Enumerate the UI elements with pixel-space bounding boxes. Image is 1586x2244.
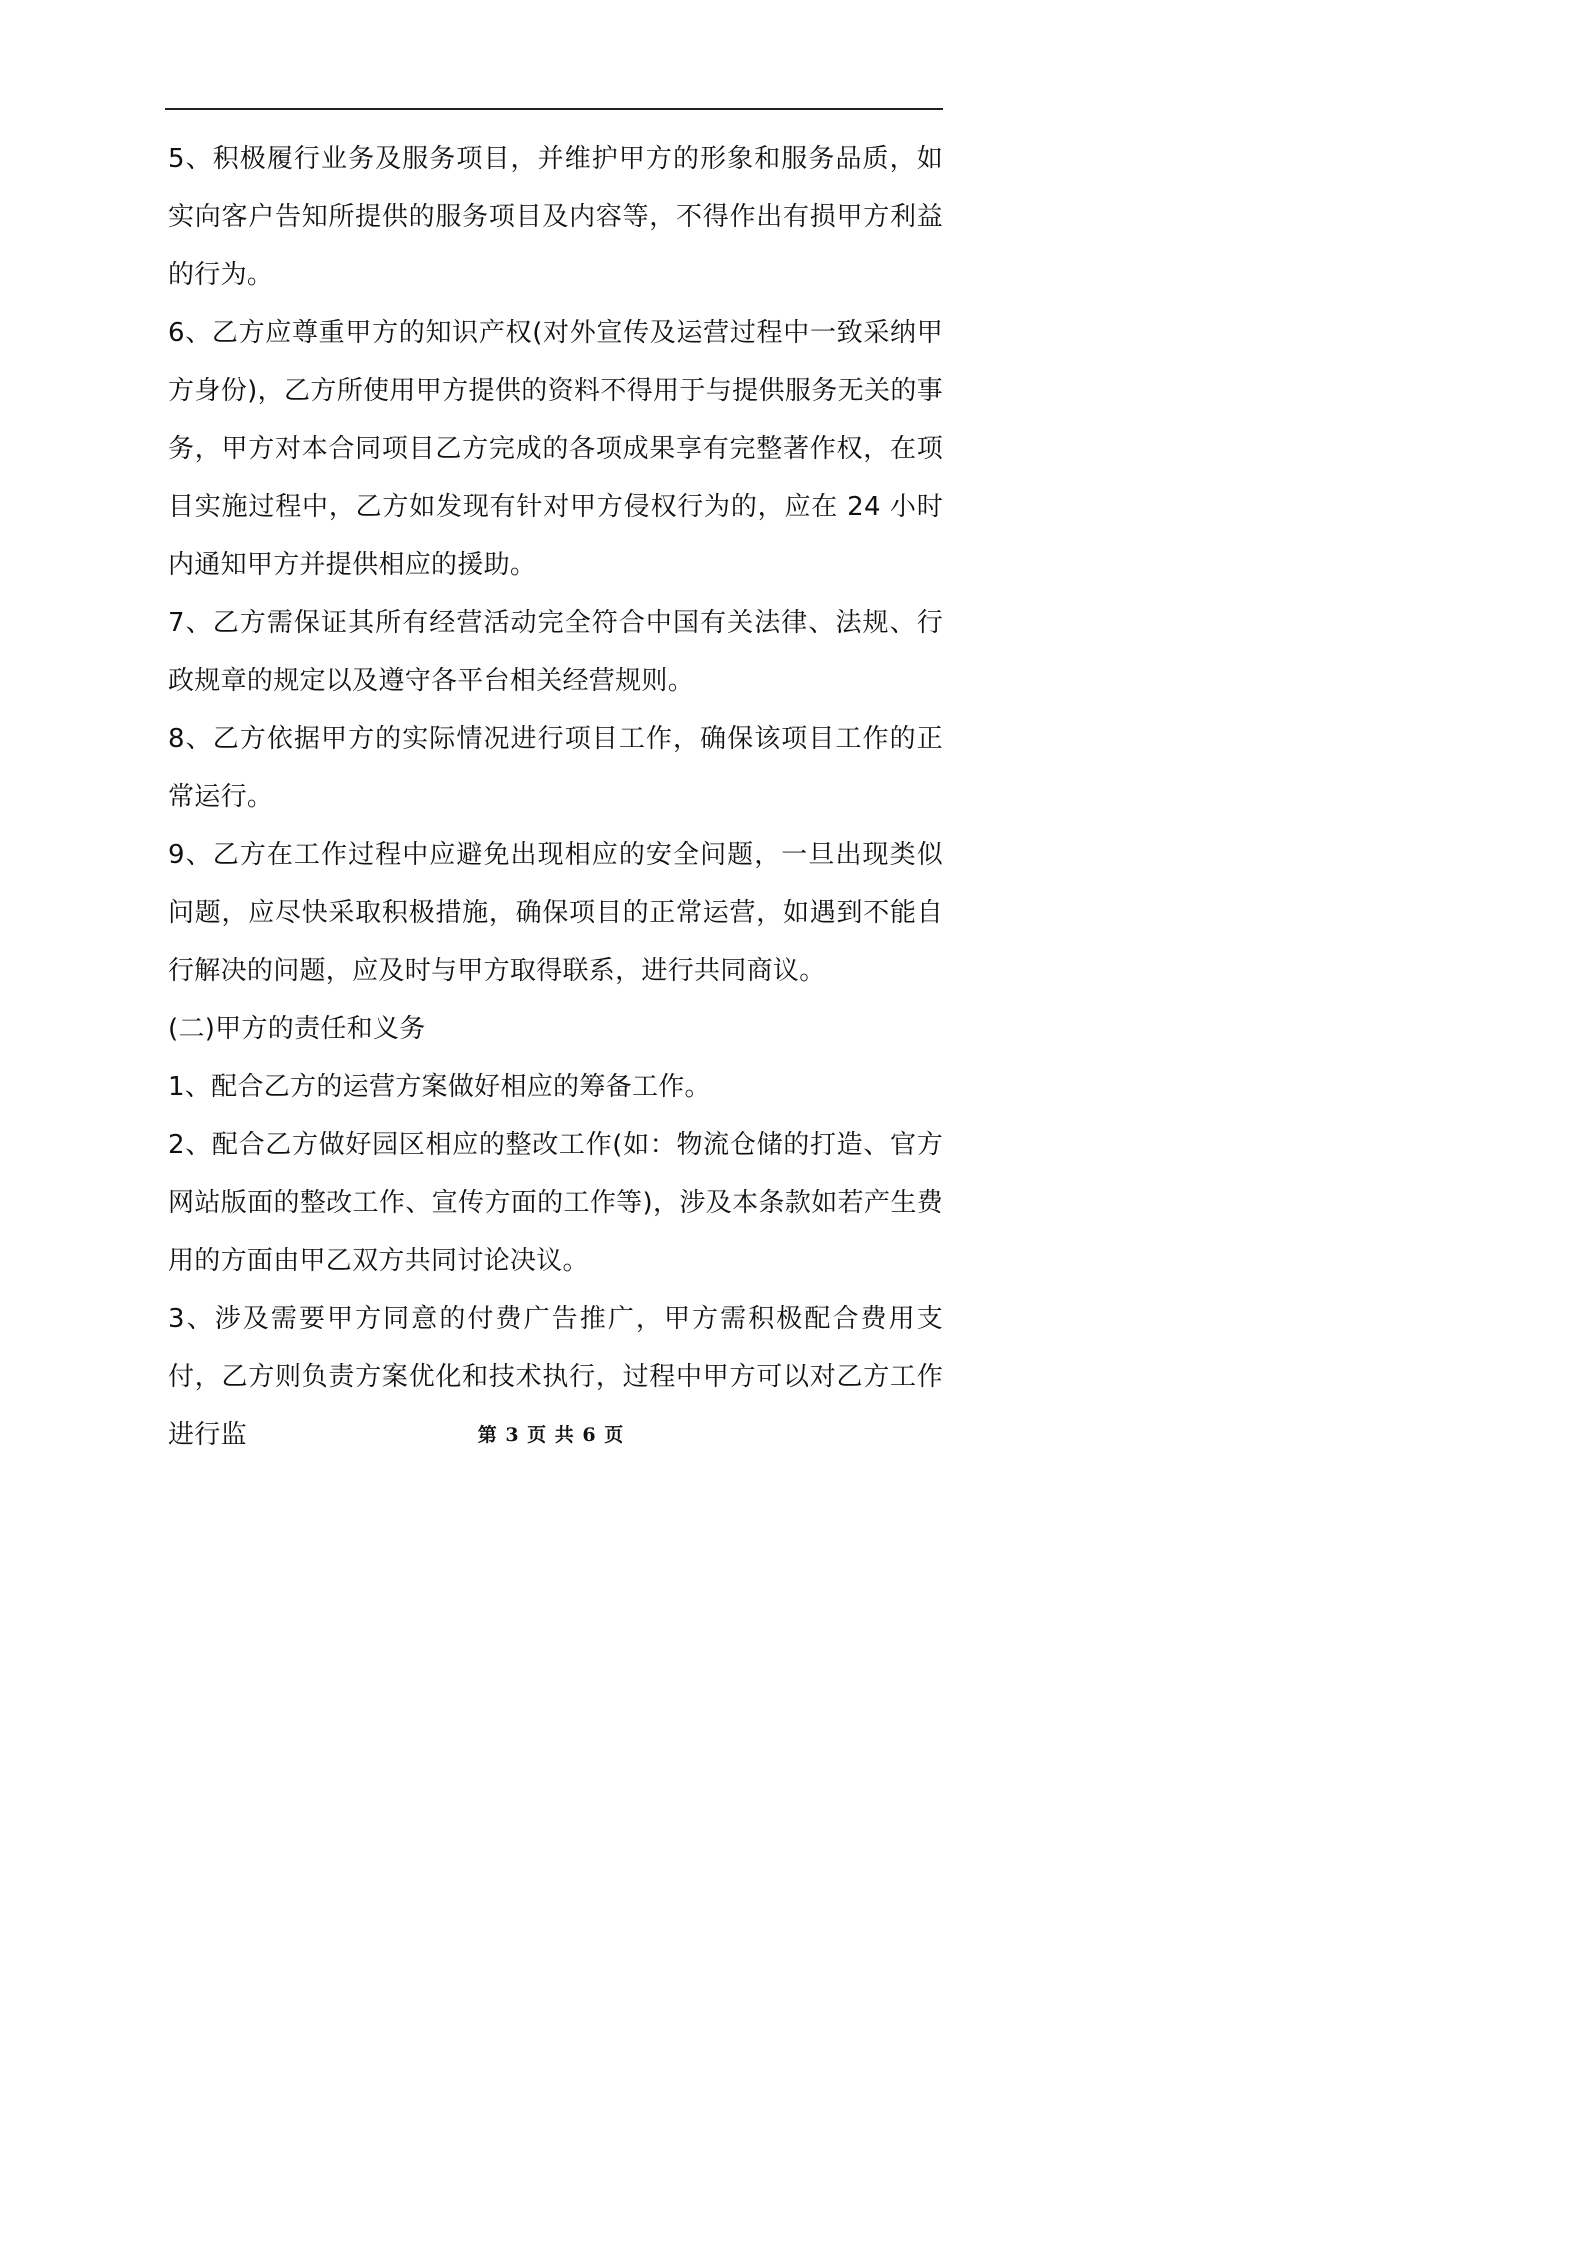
section-heading: (二)甲方的责任和义务 [168, 1014, 426, 1044]
paragraph-item-1: 1、配合乙方的运营方案做好相应的筹备工作。 [168, 1072, 711, 1102]
document-body [168, 130, 943, 1464]
paragraph-item-7: 7、乙方需保证其所有经营活动完全符合中国有关法律、法规、行政规章的规定以及遵守各平台相关经营规则。 [168, 608, 943, 696]
paragraph-item-3: 3、涉及需要甲方同意的付费广告推广，甲方需积极配合费用支付，乙方则负责方案优化和技术执行，过程中甲方可以对乙方工作进行监 [168, 1304, 943, 1450]
paragraph-item-6: 6、乙方应尊重甲方的知识产权(对外宣传及运营过程中一致采纳甲方身份)，乙方所使用甲方提供的资料不得用于与提供服务无关的事务，甲方对本合同项目乙方完成的各项成果享有完整著作权，在项目实施过程中，乙方如发现有针对甲方侵权行为的，应在 24 小时内通知甲方并提供相应的援助。 [168, 318, 943, 580]
paragraph-item-8: 8、乙方依据甲方的实际情况进行项目工作，确保该项目工作的正常运行。 [168, 724, 943, 812]
header-rule [165, 108, 943, 110]
paragraph-item-5: 5、积极履行业务及服务项目，并维护甲方的形象和服务品质，如实向客户告知所提供的服务项目及内容等，不得作出有损甲方利益的行为。 [168, 144, 943, 290]
paragraph-item-9: 9、乙方在工作过程中应避免出现相应的安全问题，一旦出现类似问题，应尽快采取积极措施，确保项目的正常运营，如遇到不能自行解决的问题，应及时与甲方取得联系，进行共同商议。 [168, 840, 943, 986]
paragraph-item-2: 2、配合乙方做好园区相应的整改工作(如：物流仓储的打造、官方网站版面的整改工作、宣传方面的工作等)，涉及本条款如若产生费用的方面由甲乙双方共同讨论决议。 [168, 1130, 943, 1276]
page-number-footer: 第 3 页 共 6 页 [477, 1424, 625, 1446]
